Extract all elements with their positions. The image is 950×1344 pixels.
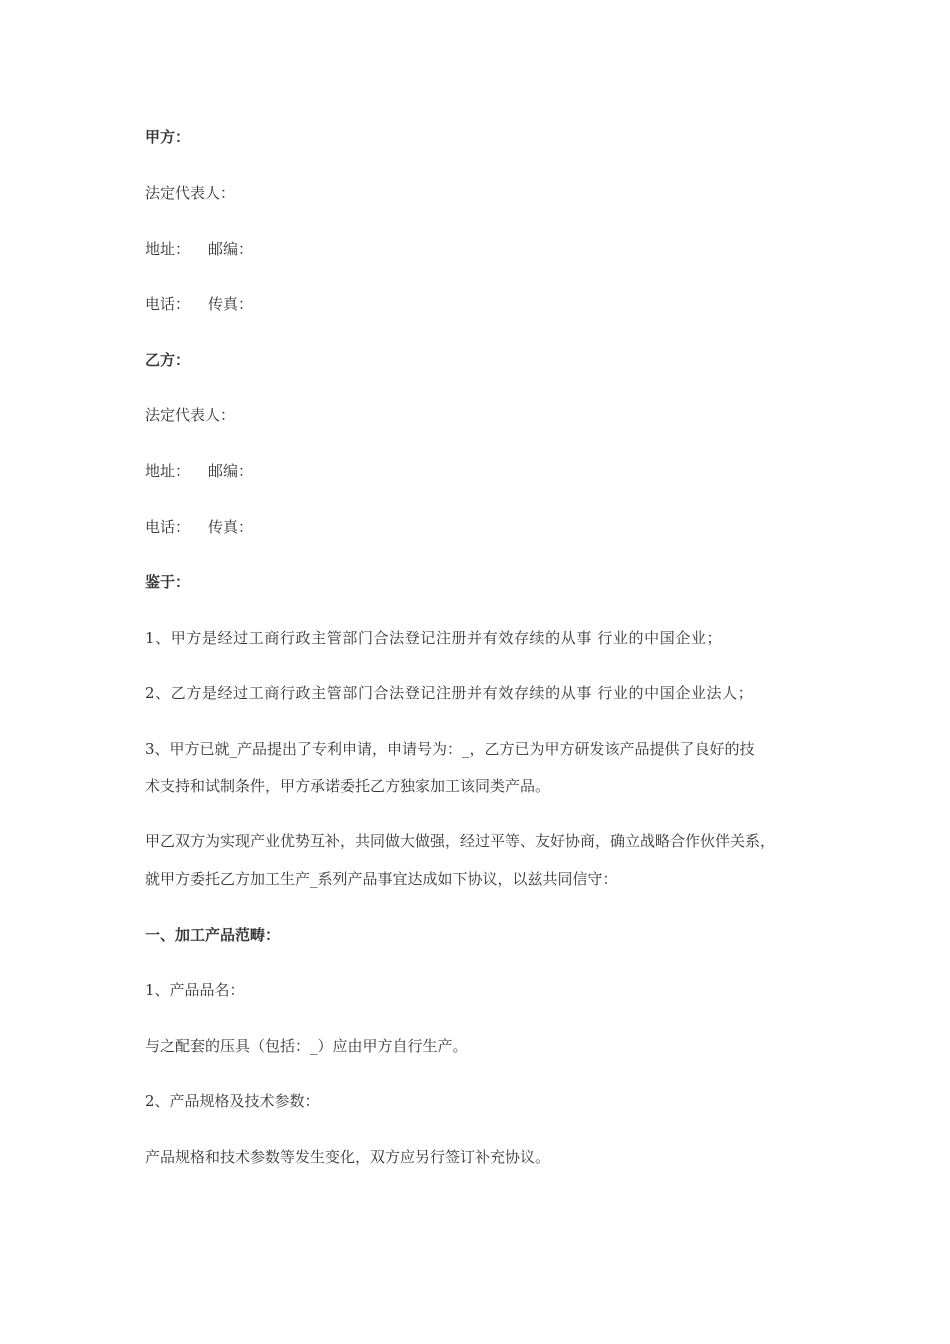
section-1-item-2: 2、产品规格及技术参数： [145, 1092, 320, 1110]
party-a-fax-label: 传真： [208, 295, 254, 313]
party-b-address-row [145, 460, 825, 482]
party-a-address-row [145, 238, 825, 260]
party-b-postcode-label: 邮编： [208, 462, 254, 480]
party-b-legal-rep: 法定代表人： [145, 406, 236, 424]
party-b-heading: 乙方： [145, 351, 191, 369]
party-b-address-label: 地址： [145, 462, 191, 480]
party-b-phone-label: 电话： [145, 518, 191, 536]
whereas-item-1: 1、甲方是经过工商行政主管部门合法登记注册并有效存续的从事 行业的中国企业； [145, 629, 723, 647]
section-1-heading: 一、加工产品范畴： [145, 926, 281, 944]
party-a-phone-row [145, 293, 825, 315]
section-1-item-1: 1、产品品名： [145, 981, 245, 999]
preamble-line-2: 就甲方委托乙方加工生产_系列产品事宜达成如下协议，以兹共同信守： [145, 870, 618, 888]
section-1-item-2-text: 产品规格和技术参数等发生变化，双方应另行签订补充协议。 [145, 1148, 551, 1166]
party-b-phone-row [145, 516, 825, 538]
party-a-postcode-label: 邮编： [208, 240, 254, 258]
party-b-fax-label: 传真： [208, 518, 254, 536]
party-a-phone-label: 电话： [145, 295, 191, 313]
party-a-legal-rep: 法定代表人： [145, 184, 236, 202]
party-a-address-label: 地址： [145, 240, 191, 258]
whereas-item-3-line-1: 3、甲方已就_产品提出了专利申请，申请号为：_，乙方已为甲方研发该产品提供了良好的技 [145, 740, 755, 758]
whereas-item-2: 2、乙方是经过工商行政主管部门合法登记注册并有效存续的从事 行业的中国企业法人； [145, 684, 754, 702]
whereas-heading: 鉴于： [145, 573, 191, 591]
preamble-line-1: 甲乙双方为实现产业优势互补，共同做大做强，经过平等、友好协商，确立战略合作伙伴关系， [145, 832, 776, 850]
section-1-item-1-text: 与之配套的压具（包括：_）应由甲方自行生产。 [145, 1037, 468, 1055]
whereas-item-3-line-2: 术支持和试制条件，甲方承诺委托乙方独家加工该同类产品。 [145, 777, 551, 795]
party-a-heading: 甲方： [145, 128, 191, 146]
